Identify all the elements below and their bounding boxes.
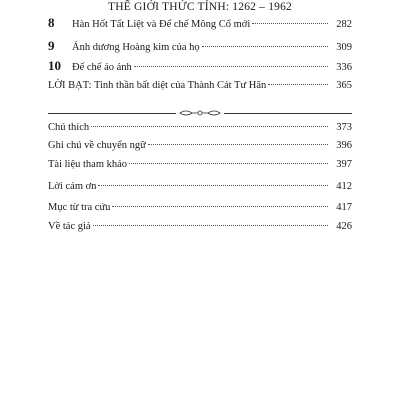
entry-title: Mục từ tra cứu [48,202,111,213]
page-number: 309 [336,42,352,53]
page-number: 412 [336,181,352,192]
toc-entry-back-matter[interactable] [48,159,352,175]
dot-leader [93,225,328,226]
toc-entry-back-matter[interactable] [48,122,352,138]
chapter-number: 8 [48,15,55,30]
page-number: 282 [336,19,352,30]
page-number: 397 [336,159,352,170]
chapter-title: Đế chế ảo ảnh [72,62,132,73]
entry-title: Ghi chú về chuyển ngữ [48,140,146,151]
toc-entry-back-matter[interactable] [48,202,352,218]
page-number: 373 [336,122,352,133]
dot-leader [268,84,328,85]
page-number: 417 [336,202,352,213]
dot-leader [252,23,328,24]
dot-leader [112,206,328,207]
dot-leader [91,126,328,127]
entry-title: Lời cảm ơn [48,181,97,192]
dot-leader [98,185,328,186]
toc-entry-chapter-10[interactable] [48,58,352,74]
page-number: 396 [336,140,352,151]
dot-leader [202,46,328,47]
toc-entry-back-matter[interactable] [48,181,352,197]
dot-leader [129,163,328,164]
toc-entry-back-matter[interactable] [48,221,352,237]
toc-entry-back-matter[interactable] [48,140,352,156]
toc-entry-afterword[interactable] [48,80,352,96]
entry-title: Về tác giả [48,221,91,232]
chapter-title: Ánh dương Hoàng kim của họ [72,42,200,53]
chapter-number: 10 [48,58,61,73]
toc-entry-chapter-9[interactable] [48,38,352,54]
divider-line-left [48,113,176,114]
divider-line-right [224,113,352,114]
ornament-icon [178,109,222,117]
dot-leader [148,144,328,145]
dot-leader [134,66,328,67]
page-number: 426 [336,221,352,232]
entry-title: Chú thích [48,122,90,133]
chapter-number: 9 [48,38,55,53]
chapter-title: Hàn Hốt Tất Liệt và Đế chế Mông Cổ mới [72,19,251,30]
afterword-title: LỜI BẠT: Tinh thần bất diệt của Thành Cát Tư Hãn [48,80,267,91]
page-number: 336 [336,62,352,73]
page-number: 365 [336,80,352,91]
part-title: THẾ GIỚI THỨC TỈNH: 1262 – 1962 [108,1,292,13]
toc-entry-chapter-8[interactable] [48,15,352,31]
entry-title: Tài liệu tham khảo [48,159,128,170]
